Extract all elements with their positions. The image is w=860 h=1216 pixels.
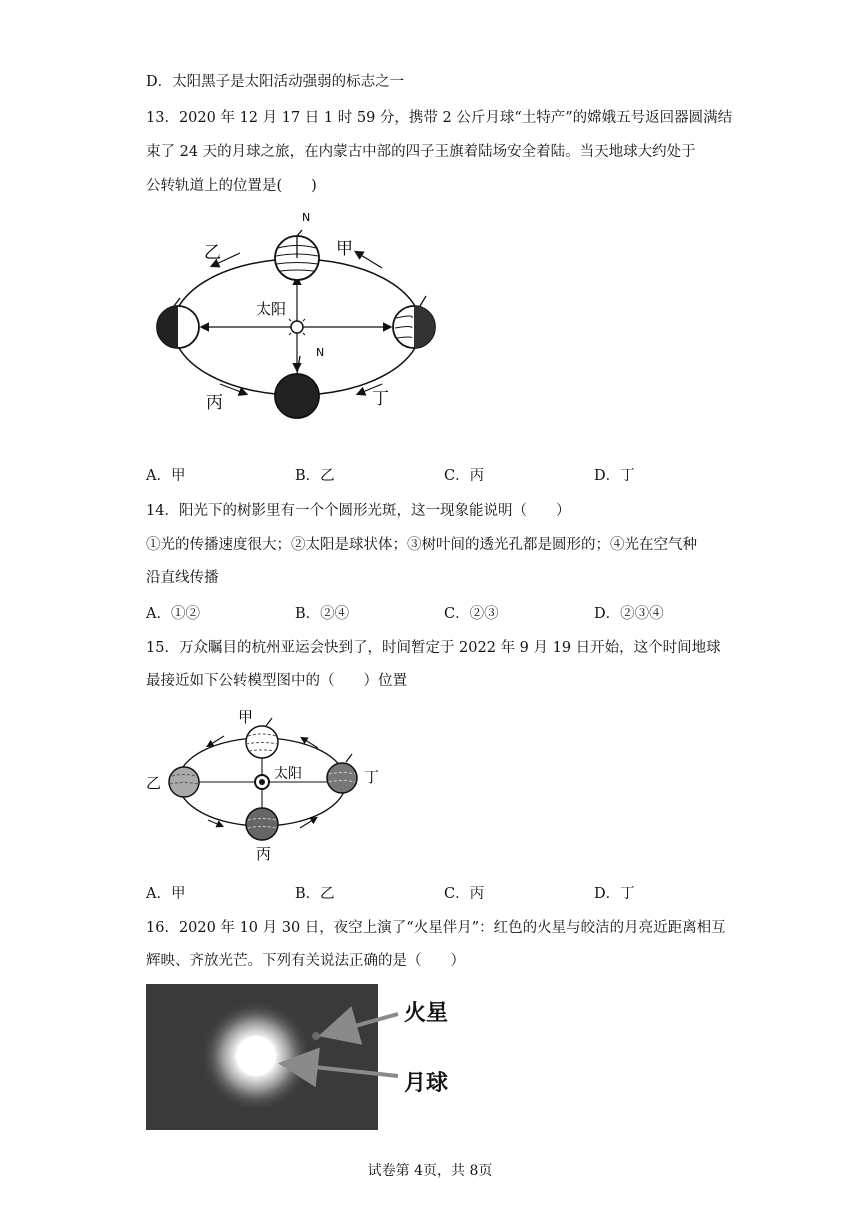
earth-bing-icon [246,808,278,840]
q13-line-1: 13．2020 年 12 月 17 日 1 时 59 分，携带 2 公斤月球“土特产”的嫦娥五号返回器圆满结 [146,110,733,126]
q15-option-c[interactable]: C．丙 [444,886,485,902]
mars-icon [312,1032,320,1040]
q15-option-d[interactable]: D．丁 [594,886,635,902]
north-label-top: N [302,211,311,224]
q13-line-3: 公转轨道上的位置是( ) [146,178,317,194]
q14-line-1: 14．阳光下的树影里有一个个圆形光斑，这一现象能说明（ ） [146,503,571,519]
q15-option-a[interactable]: A．甲 [146,886,186,902]
north-label-bottom: N [316,346,325,359]
label-moon: 月球 [404,1071,449,1096]
sun-label: 太阳 [274,766,302,782]
q15-option-b[interactable]: B．乙 [295,886,335,902]
q16-line-2: 辉映、齐放光芒。下列有关说法正确的是（ ） [146,953,465,969]
q12-option-d: D．太阳黑子是太阳活动强弱的标志之一 [146,74,405,90]
sun-label: 太阳 [256,300,287,318]
pos-label-ding: 丁 [364,768,380,786]
q13-option-b[interactable]: B．乙 [295,468,335,484]
q13-option-d[interactable]: D．丁 [594,468,635,484]
q15-line-1: 15．万众瞩目的杭州亚运会快到了，时间暂定于 2022 年 9 月 19 日开始，这个时间地球 [146,640,721,656]
pos-label-bing: 丙 [206,393,223,413]
earth-top-icon [275,230,319,280]
q14-option-b[interactable]: B．②④ [295,606,350,622]
pos-label-jia: 甲 [336,239,353,259]
pos-label-ding: 丁 [372,389,389,409]
page-footer: 试卷第 4页，共 8页 [367,1163,493,1179]
q16-line-1: 16．2020 年 10 月 30 日，夜空上演了“火星伴月”：红色的火星与皎洁的月亮近距离相互 [146,920,726,936]
q15-line-2: 最接近如下公转模型图中的（ ）位置 [146,673,407,689]
q16-mars-moon-photo [146,984,462,1130]
q15-orbit-figure [142,704,390,866]
q14-option-a[interactable]: A．①② [146,606,200,622]
label-mars: 火星 [404,1001,449,1026]
moon-icon [236,1036,276,1076]
q13-line-2: 束了 24 天的月球之旅，在内蒙古中部的四子王旗着陆场安全着陆。当天地球大约处于 [146,144,696,160]
q13-orbit-figure [150,208,450,430]
q13-option-c[interactable]: C．丙 [444,468,485,484]
q14-line-3: 沿直线传播 [146,570,219,586]
pos-label-bing: 丙 [256,845,272,863]
earth-left-icon [157,298,199,348]
earth-yi-icon [169,767,199,797]
pos-label-jia: 甲 [238,708,254,726]
q14-option-c[interactable]: C．②③ [444,606,499,622]
q14-line-2: ①光的传播速度很大；②太阳是球状体；③树叶间的透光孔都是圆形的；④光在空气种 [146,537,697,553]
pos-label-yi: 乙 [204,243,221,263]
q14-option-d[interactable]: D．②③④ [594,606,664,622]
pos-label-yi: 乙 [146,774,162,792]
sun-icon [255,775,269,789]
q13-option-a[interactable]: A．甲 [146,468,186,484]
earth-ding-icon [327,754,357,793]
